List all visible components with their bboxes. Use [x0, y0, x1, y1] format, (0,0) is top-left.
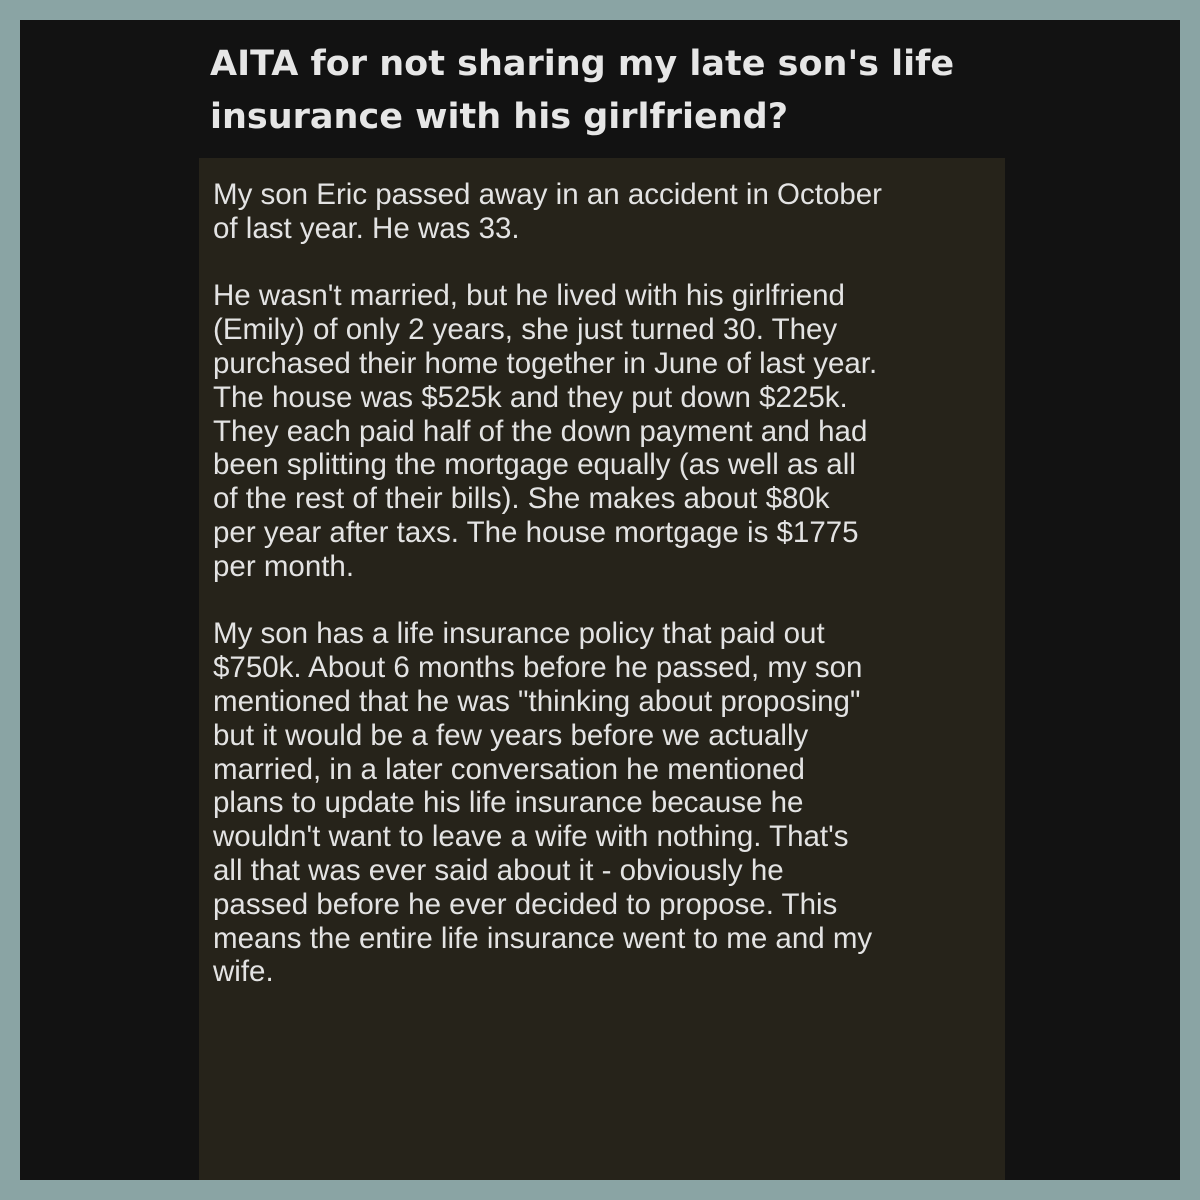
post-title: AITA for not sharing my late son's life insurance with his girlfriend? — [210, 44, 955, 137]
post-paragraph: My son has a life insurance policy that paid out $750k. About 6 months before he passed, my son mentioned that he was "thinking about proposing" but it would be a few years before we actually married, in a later conversation he mentioned plans to update his life insurance because he wouldn't want to leave a wife with nothing. That's all that was ever said about it - obviously he passed before he ever decided to propose. This means the entire life insurance went to me and my wife. — [213, 617, 873, 989]
post-body — [199, 158, 1005, 1180]
post-paragraph: My son Eric passed away in an accident in October of last year. He was 33. — [213, 178, 882, 245]
post-paragraph: He wasn't married, but he lived with his girlfriend (Emily) of only 2 years, she just turned 30. They purchased their home together in June of last year. The house was $525k and they put down $225k. They each paid half of the down payment and had been splitting the mortgage equally (as well as all of the rest of their bills). She makes about $80k per year after taxs. The house mortgage is $1775 per month. — [213, 279, 878, 583]
post-screenshot — [20, 20, 1180, 1180]
